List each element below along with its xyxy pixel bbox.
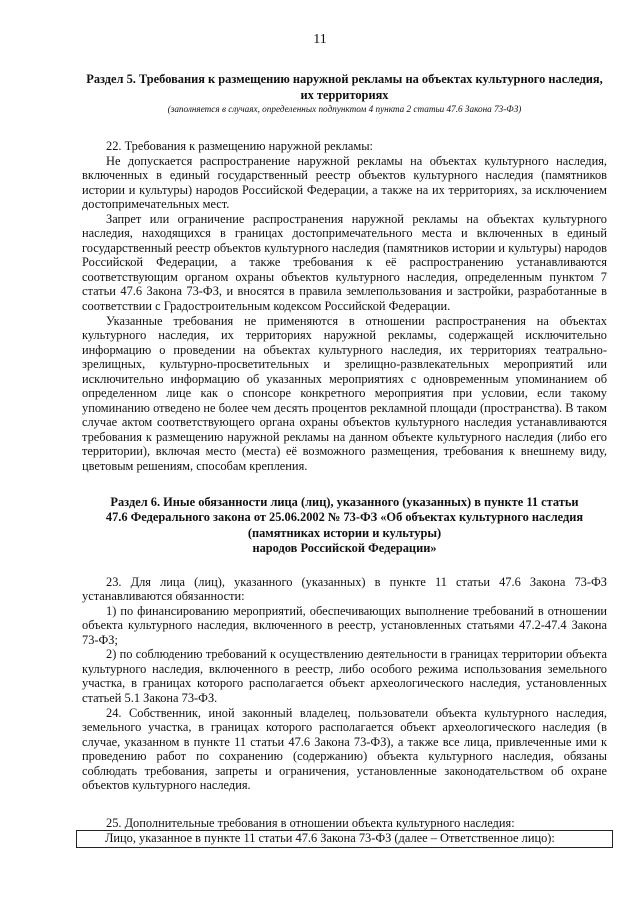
document-content xyxy=(82,72,607,848)
paragraph-25: 25. Дополнительные требования в отношении объекта культурного наследия: xyxy=(106,815,515,830)
paragraph-23-item-1: 1) по финансированию мероприятий, обеспечивающих выполнение требований в отношении объекта культурного наследия, включенного в реестр, установленных статьями 47.2-47.4 Закона 73-ФЗ; xyxy=(82,603,607,647)
paragraph-23-item-2: 2) по соблюдению требований к осуществлению деятельности в границах территории объекта культурного наследия, включенного в реестр, либо особого режима использования земельного участка, в границах которого располагается объект археологического наследия, установленных статьей 5.1 Закона 73-ФЗ. xyxy=(82,647,607,705)
section-5-title: Раздел 5. Требования к размещению наружной рекламы на объектах культурного наследия, их территориях xyxy=(86,72,603,102)
responsible-person-box: Лицо, указанное в пункте 11 статьи 47.6 Закона 73-ФЗ (далее – Ответственное лицо): xyxy=(76,830,613,848)
paragraph-22-text-3: Указанные требования не применяются в отношении распространения на объектах культурного наследия, их территориях наружной рекламы, содержащей исключительно информацию о проведении на объектах культурного наследия, их территориях театрально-зрелищных, культурно-просветительных и зрелищно-развлекательных мероприятий или исключительно информацию об указанных мероприятиях с одновременным упоминанием об определенном лице как о спонсоре конкретного мероприятия при условии, если такому упоминанию отведено не более чем десять процентов рекламной площади (пространства). В таком случае актом соответствующего органа охраны объектов культурного наследия устанавливаются требования к размещению наружной рекламы на данном объекте культурного наследия (либо его территории), включая место (места) её возможного размещения, требования к внешнему виду, цветовым решениям, способам крепления. xyxy=(82,313,607,474)
paragraph-24: 24. Собственник, иной законный владелец, пользователи объекта культурного наследия, земельного участка, в границах которого располагается объект археологического наследия (в случае, указанном в пункте 11 статьи 47.6 Закона 73-ФЗ), а также все лица, привлеченные ими к проведению работ по сохранению (содержанию) объекта культурного наследия, обязаны соблюдать требования, запреты и ограничения, установленные законодательством об охране объектов культурного наследия. xyxy=(82,705,607,793)
paragraph-22-text-1: Не допускается распространение наружной рекламы на объектах культурного наследия, включенных в единый государственный реестр объектов культурного наследия (памятников истории и культуры) народов Российской Федерации, а также на их территориях, за исключением достопримечательных мест. xyxy=(82,153,607,212)
section-6-title xyxy=(82,495,607,557)
section-6-title-line-3: (памятниках истории и культуры) xyxy=(247,525,442,540)
section-6-title-line-2: 47.6 Федерального закона от 25.06.2002 № 73-ФЗ «Об объектах культурного наследия xyxy=(105,510,584,525)
paragraph-25-block xyxy=(82,816,607,848)
section-5-note: (заполняется в случаях, определенных подпунктом 4 пункта 2 статьи 47.6 Закона 73-ФЗ) xyxy=(167,104,522,114)
paragraph-22: 22. Требования к размещению наружной рекламы: xyxy=(106,139,373,153)
section-6-title-line-4: народов Российской Федерации» xyxy=(252,541,437,556)
paragraph-22-text-2: Запрет или ограничение распространения наружной рекламы на объектах культурного наследия, находящихся в границах достопримечательного места и включенных в единый государственный реестр объектов культурного наследия (памятников истории и культуры) народов Российской Федерации, а также требования к её распространению устанавливаются соответствующим органом охраны объектов культурного наследия, определенным пунктом 7 статьи 47.6 Закона 73-ФЗ, и вносятся в правила землепользования и застройки, разработанные в соответствии с Градостроительным кодексом Российской Федерации. xyxy=(82,211,607,314)
section-6-title-line-1: Раздел 6. Иные обязанности лица (лиц), указанного (указанных) в пункте 11 статьи xyxy=(110,494,579,509)
paragraph-23: 23. Для лица (лиц), указанного (указанных) в пункте 11 статьи 47.6 Закона 73-ФЗ устанавливаются обязанности: xyxy=(82,574,607,604)
page-number: 11 xyxy=(313,32,327,47)
